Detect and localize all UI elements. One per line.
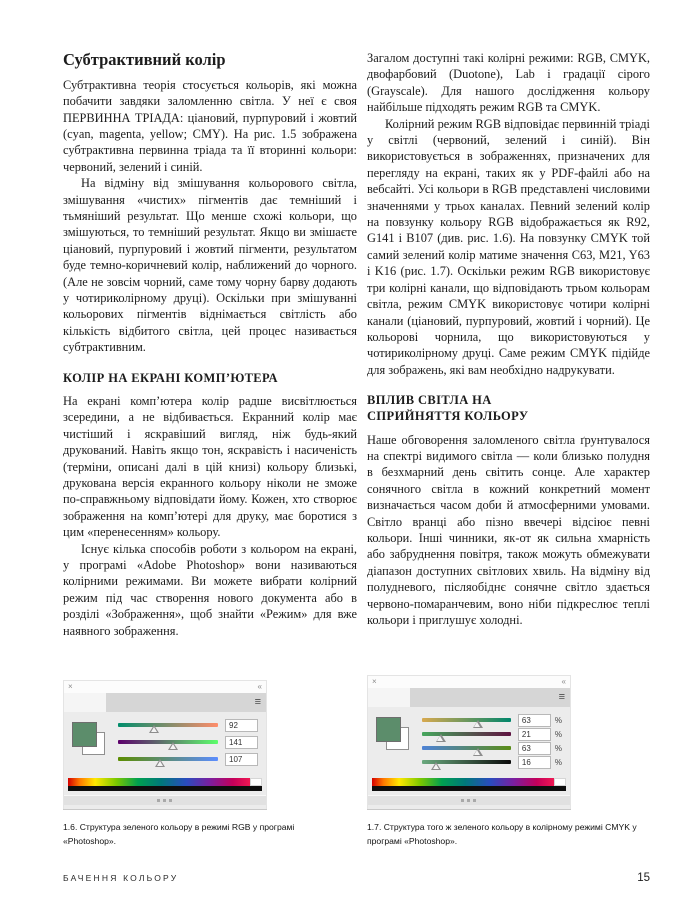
panel-body bbox=[63, 712, 267, 809]
paragraph: Субтрактивна теорія стосується кольорів, які можна побачити завдяки заломленню світла. У неї є своя ПЕРВИННА ТРІАДА: ціановий, пурпуровий і жовтий (cyan, magenta, yellow; CMY). На рис. 1.5 зображена субтрактивна первинна тріада та її вторинні кольори: червоний, зелений і синій. bbox=[63, 77, 357, 174]
red-value-input[interactable]: 92 bbox=[225, 719, 258, 732]
black-value-input[interactable]: 16 bbox=[518, 756, 551, 769]
paragraph: На екрані комп’ютера колір радше висвітлюється зсередини, а не відбивається. Екранний колір має чистіший і яскравіший вигляд, ніж будь-який друкований. Навіть якщо тон, яскравість і насиченість (терміни, описані далі в цій книзі) кольору близькі, друкована версія екранного кольору ніколи не зможе по-справжньому відповідати йому. Кожен, хто створює зображення на комп’ютері для друку, має боротися з цим «перенесенням» кольору. bbox=[63, 393, 357, 540]
panel-tab[interactable] bbox=[368, 688, 410, 707]
paragraph: Наше обговорення заломленого світла ґрунтувалося на спектрі видимого світла — коли близько полудня в безхмарний день світить сонце. Але характер сонячного світла в кожний конкретний момент визначається часом доби й атмосферними умовами. Світло вранці або пізно ввечері відсіює певні кольори. Інші чинники, як-от як сильна хмарність або забруднення повітря, також можуть обмежувати діапазон доступних світлових хвиль. На відміну від полудневого, післяобіднє сонячне світло здається червоно-помаранчевим, воно ніби підкреслює теплі кольори і приглушує холодні. bbox=[367, 432, 650, 628]
panel-header bbox=[63, 680, 267, 693]
spectrum-black-strip bbox=[372, 786, 566, 791]
channel-sliders bbox=[118, 721, 258, 773]
foreground-color-swatch[interactable] bbox=[376, 717, 401, 742]
close-icon[interactable]: × bbox=[372, 677, 377, 687]
percent-label: % bbox=[554, 758, 562, 768]
spectrum-gradient bbox=[372, 778, 566, 786]
page-title: Субтрактивний колір bbox=[63, 50, 226, 69]
white-swatch[interactable] bbox=[554, 778, 566, 786]
channel-sliders bbox=[422, 716, 562, 773]
panel-menu-icon[interactable]: ≡ bbox=[254, 696, 260, 709]
green-slider[interactable] bbox=[118, 740, 218, 744]
spectrum-black-strip bbox=[68, 786, 262, 791]
close-icon[interactable]: × bbox=[68, 682, 73, 692]
page-footer bbox=[63, 872, 650, 884]
left-column bbox=[63, 50, 357, 848]
panel-tab-area bbox=[106, 693, 266, 712]
magenta-value-input[interactable]: 21 bbox=[518, 728, 551, 741]
panel-resize-grip[interactable] bbox=[64, 795, 266, 805]
blue-slider-handle[interactable] bbox=[155, 759, 165, 767]
magenta-slider-handle[interactable] bbox=[436, 734, 446, 742]
panel-tab-row bbox=[367, 688, 571, 707]
paragraph: Загалом доступні такі колірні режими: RGB, CMYK, двофарбовий (Duotone), Lab і градації сірого (Grayscale). Для нашого дослідження кольору найбільше підходять режим RGB та CMYK. bbox=[367, 51, 650, 115]
red-slider[interactable] bbox=[118, 723, 218, 727]
paragraph: Існує кілька способів роботи з кольором на екрані, у програмі «Adobe Photoshop» вони називаються колірними режимами. Ви можете вибрати колірний режим під час створення нового документа або в розділі «Зображення», щоб знайти «Режим» для вже наявного зображення. bbox=[63, 541, 357, 638]
spectrum-gradient bbox=[68, 778, 262, 786]
white-swatch[interactable] bbox=[250, 778, 262, 786]
figure-caption: 1.7. Структура того ж зеленого кольору в колірному режимі CMYK у програмі «Photoshop». bbox=[367, 822, 637, 846]
green-slider-handle[interactable] bbox=[168, 742, 178, 750]
panel-tab-row bbox=[63, 693, 267, 712]
page-number: 15 bbox=[637, 872, 650, 884]
green-value-input[interactable]: 141 bbox=[225, 736, 258, 749]
yellow-slider-handle[interactable] bbox=[473, 748, 483, 756]
percent-label: % bbox=[554, 716, 562, 726]
panel-body bbox=[367, 707, 571, 809]
paragraph: На відміну від змішування кольорового світла, змішування «чистих» пігментів дає темніший і тьмяніший результат. Що менше схожі кольори, що змішуються, то темніший результат. Якщо ви змішаєте ціановий, пурпуровий і жовтий пігменти, результатом буде темно-коричневий колір, наближений до чорного. (Але не зовсім чорний, саме тому чорну барву додають у чотириколірному друці). Оскільки при змішуванні кольорових пігментів віднімається світлість або кількість відбитого світла, цей процес називається субтрактивним. bbox=[63, 176, 357, 355]
blue-slider[interactable] bbox=[118, 757, 218, 761]
figure-1-6 bbox=[63, 680, 357, 848]
section-heading: КОЛІР НА ЕКРАНІ КОМП’ЮТЕРА bbox=[63, 370, 278, 385]
cyan-value-input[interactable]: 63 bbox=[518, 714, 551, 727]
percent-label: % bbox=[554, 730, 562, 740]
two-column-layout bbox=[63, 50, 650, 848]
photoshop-color-panel-rgb bbox=[63, 680, 267, 810]
panel-tab-area bbox=[410, 688, 570, 707]
right-column bbox=[367, 50, 650, 848]
photoshop-color-panel-cmyk bbox=[367, 675, 571, 810]
slider-row bbox=[422, 759, 562, 773]
panel-resize-grip[interactable] bbox=[368, 795, 570, 805]
paragraph: Колірний режим RGB відповідає первинній тріаді у світлі (червоний, зелений і синій). Він використовується в зображеннях, призначених для перегляду на екрані, таких як у PDF-файлі або на вебсайті. Усі кольори в RGB представлені числовими значеннями у трьох каналах. Певний зелений колір на повзунку кольору RGB відображається як R92, G141 і B107 (див. рис. 1.6). На повзунку CMYK той самий зелений колір матиме значення C63, M21, Y63 і K16 (рис. 1.7). Оскільки режим RGB використовує три колірні канали, що відповідають трьом кольорам світла, режим CMYK використовує чотири колірні канали (ціановий, пурпуровий, жовтий і чорний). Це кольорові чорнила, що використовуються у чотириколірному друці. Саме режим CMYK підійде для зображень, які вам необхідно надрукувати. bbox=[367, 116, 650, 377]
foreground-color-swatch[interactable] bbox=[72, 722, 97, 747]
panel-menu-icon[interactable]: ≡ bbox=[558, 691, 564, 704]
collapse-panel-icon[interactable]: « bbox=[257, 682, 262, 692]
slider-row bbox=[118, 756, 258, 773]
grip-dots-icon bbox=[461, 799, 477, 802]
color-spectrum-ramp[interactable] bbox=[372, 778, 566, 791]
grip-dots-icon bbox=[157, 799, 173, 802]
collapse-panel-icon[interactable]: « bbox=[561, 677, 566, 687]
figure-1-7 bbox=[367, 675, 650, 848]
color-swatches bbox=[72, 722, 108, 758]
panel-tab[interactable] bbox=[64, 693, 106, 712]
cyan-slider[interactable] bbox=[422, 718, 511, 722]
red-slider-handle[interactable] bbox=[149, 725, 159, 733]
magenta-slider[interactable] bbox=[422, 732, 511, 736]
section-heading: ВПЛИВ СВІТЛА НА СПРИЙНЯТТЯ КОЛЬОРУ bbox=[367, 393, 529, 424]
panel-header bbox=[367, 675, 571, 688]
yellow-value-input[interactable]: 63 bbox=[518, 742, 551, 755]
percent-label: % bbox=[554, 744, 562, 754]
figure-caption: 1.6. Структура зеленого кольору в режимі RGB у програмі «Photoshop». bbox=[63, 822, 295, 846]
yellow-slider[interactable] bbox=[422, 746, 511, 750]
cyan-slider-handle[interactable] bbox=[473, 720, 483, 728]
black-slider-handle[interactable] bbox=[431, 762, 441, 770]
blue-value-input[interactable]: 107 bbox=[225, 753, 258, 766]
color-spectrum-ramp[interactable] bbox=[68, 778, 262, 791]
color-swatches bbox=[376, 717, 412, 753]
black-slider[interactable] bbox=[422, 760, 511, 764]
running-head: БАЧЕННЯ КОЛЬОРУ bbox=[63, 873, 179, 883]
